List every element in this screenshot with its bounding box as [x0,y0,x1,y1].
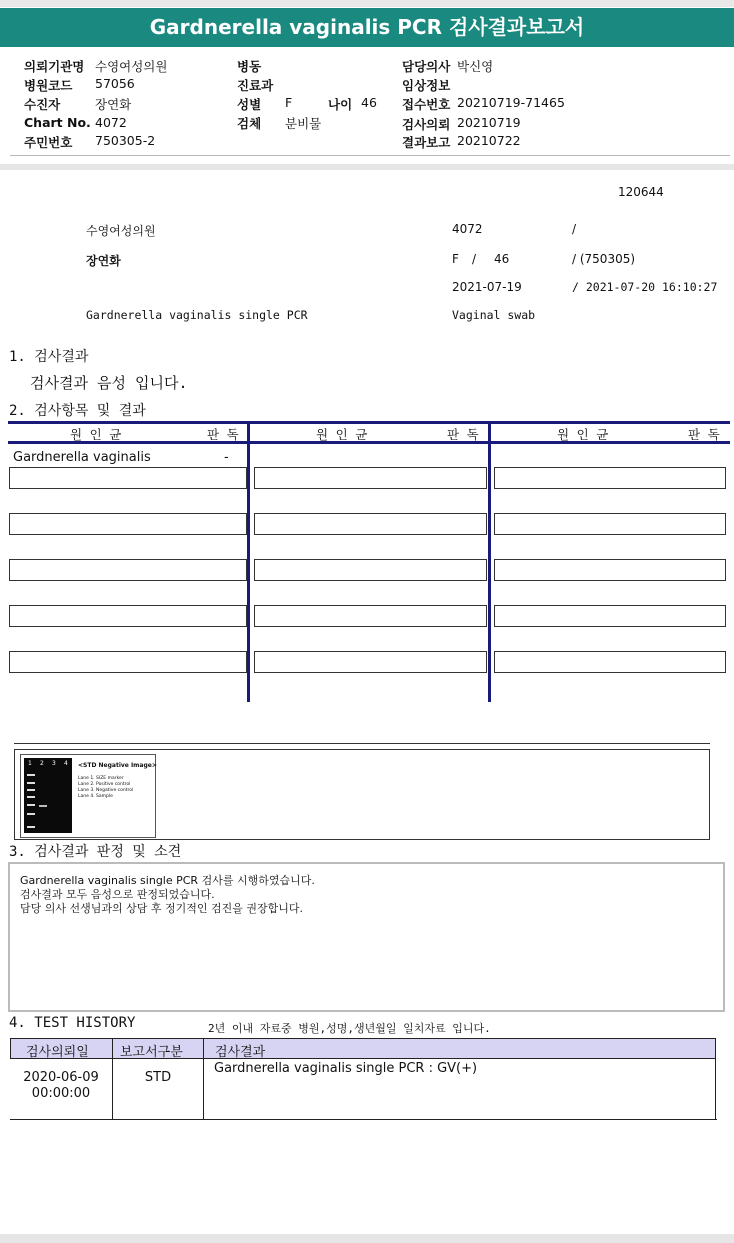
report-title: Gardnerella vaginalis PCR 검사결과보고서 [0,8,734,47]
opinion-line-3: 담당 의사 선생님과의 상담 후 정기적인 검진을 권장합니다. [20,902,303,915]
marker-band [27,796,35,798]
history-col-type: 보고서구분 [120,1045,183,1060]
gel-legend-3: Lane 3. Negative control [78,788,134,793]
age-label: 나이 [328,97,353,112]
clinic-name: 수영여성의원 [86,224,156,238]
marker-band [27,826,35,828]
gel-legend-1: Lane 1. SIZE marker [78,776,124,781]
col-pathogen-2: 원 인 균 [316,427,368,442]
chart-number: 4072 [452,222,483,236]
chart-label: Chart No. [24,115,91,130]
test-name: Gardnerella vaginalis single PCR [86,308,308,322]
institution-label: 의뢰기관명 [24,59,85,74]
doctor-label: 담당의사 [402,59,451,74]
column-divider-1 [247,421,250,702]
result-cell [494,651,726,673]
result-cell [9,513,247,535]
dept-label: 진료과 [237,78,274,93]
section1-heading: 1. 검사결과 [9,349,89,365]
col-pathogen-1: 원 인 균 [70,427,122,442]
opinion-line-1: Gardnerella vaginalis single PCR 검사를 시행하였습니다. [20,874,315,887]
resident-value: 750305-2 [95,133,156,148]
history-header-row [10,1038,716,1059]
col-judgement-1: 판 독 [207,427,239,442]
history-table [10,1038,716,1120]
hospital-code-value: 57056 [95,76,135,91]
result-cell [494,513,726,535]
age-value: 46 [361,95,377,110]
result-cell [254,467,487,489]
history-col-result: 검사결과 [215,1045,266,1060]
resident-label: 주민번호 [24,135,73,150]
history-right-rule [715,1059,716,1120]
specimen-name: Vaginal swab [452,308,536,322]
col-judgement-2: 판 독 [447,427,479,442]
report-value: 20210722 [457,133,521,148]
marker-band [27,782,35,784]
gel-top-rule [14,743,710,744]
lane-label-1: 1 [28,760,32,767]
marker-band [27,813,35,815]
ward-label: 병동 [237,59,262,74]
top-rule [0,0,734,7]
history-note: 2년 이내 자료중 병원,성명,생년월일 일치자료 입니다. [208,1022,491,1035]
history-col-date: 검사의뢰일 [26,1045,89,1060]
marker-band [27,804,35,806]
opinion-box [8,862,725,1012]
pathogen-judgement: - [224,450,229,465]
clinical-label: 임상정보 [402,78,451,93]
gel-legend-4: Lane 4. Sample [78,794,113,799]
col-pathogen-3: 원 인 균 [557,427,609,442]
history-type: STD [144,1070,172,1085]
request-value: 20210719 [457,115,521,130]
patient-value: 장연화 [95,97,132,112]
result-cell [494,467,726,489]
result-cell [254,651,487,673]
patient-name: 장연화 [86,254,121,268]
report-label: 결과보고 [402,135,451,150]
receipt-label: 접수번호 [402,97,451,112]
bottom-bar [0,1234,734,1243]
opinion-line-2: 검사결과 모두 음성으로 판정되었습니다. [20,888,215,901]
result-cell [9,467,247,489]
gel-image [20,754,156,838]
result-cell [9,559,247,581]
patient-birth: / (750305) [572,252,636,266]
marker-band [27,774,35,776]
history-time: 00:00:00 [31,1086,91,1101]
header-divider [10,155,730,156]
chart-value: 4072 [95,115,127,130]
pathogen-name: Gardnerella vaginalis [13,450,151,465]
gel-caption: <STD Negative Image> [78,762,157,769]
gel-legend-2: Lane 2. Positive control [78,782,131,787]
request-label: 검사의뢰 [402,117,451,132]
section4-heading: 4. TEST HISTORY [9,1015,136,1031]
history-result: Gardnerella vaginalis single PCR : GV(+) [214,1061,478,1076]
result-cell [254,605,487,627]
positive-band [39,805,47,807]
history-col-divider-2 [203,1038,204,1120]
chart-slash: / [572,222,577,236]
sex-label: 성별 [237,97,262,112]
result-cell [254,513,487,535]
specimen-value: 분비물 [285,116,322,131]
lane-label-2: 2 [40,760,44,767]
history-bottom-rule [10,1119,717,1120]
patient-age: 46 [494,252,510,266]
column-divider-2 [488,421,491,702]
lane-label-4: 4 [64,760,68,767]
report-datetime: / 2021-07-20 16:10:27 [572,280,718,294]
table-top-rule [8,421,730,424]
collect-date: 2021-07-19 [452,280,522,294]
section-separator [0,164,734,170]
section2-heading: 2. 검사항목 및 결과 [9,403,146,419]
history-date: 2020-06-09 [23,1070,99,1085]
result-cell [494,559,726,581]
doctor-value: 박신영 [457,59,494,74]
sex-value: F [285,95,293,110]
receipt-value: 20210719-71465 [457,95,565,110]
result-cell [494,605,726,627]
patient-label: 수진자 [24,97,61,112]
institution-value: 수영여성의원 [95,59,168,74]
result-cell [254,559,487,581]
specimen-label: 검체 [237,116,262,131]
marker-band [27,789,35,791]
section1-result: 검사결과 음성 입니다. [30,374,188,392]
hospital-code-label: 병원코드 [24,78,73,93]
report-number: 120644 [618,185,664,199]
patient-sex: F [452,252,459,266]
result-cell [9,651,247,673]
result-cell [9,605,247,627]
sex-slash: / [472,252,477,266]
section3-heading: 3. 검사결과 판정 및 소견 [9,844,182,860]
col-judgement-3: 판 독 [688,427,720,442]
lane-label-3: 3 [52,760,56,767]
gel-dark-panel [24,758,72,833]
